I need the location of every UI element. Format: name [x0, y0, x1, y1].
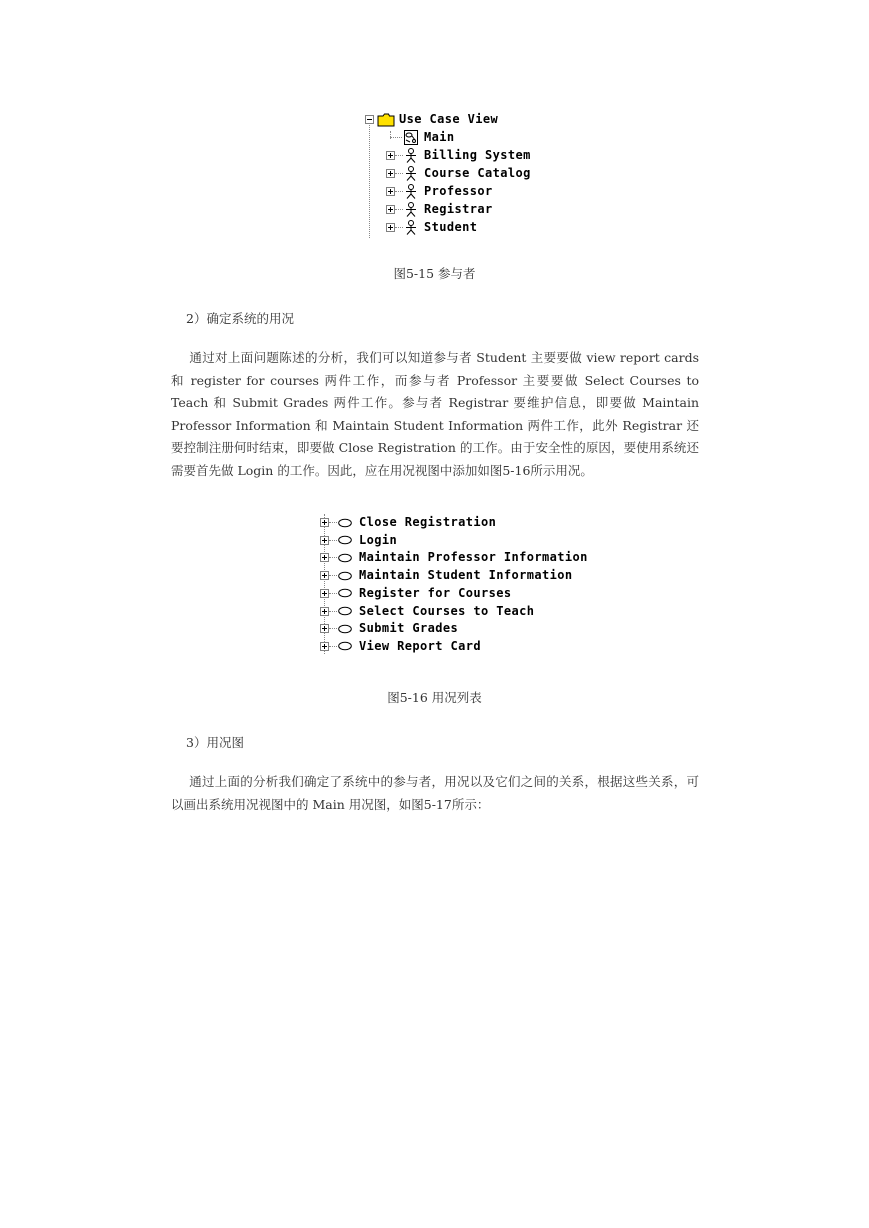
- tree-item-label: Professor: [424, 184, 493, 198]
- figure-caption: 图5-16 用况列表: [387, 690, 482, 705]
- tree-item-label: Close Registration: [359, 515, 497, 529]
- expand-toggle-icon[interactable]: [386, 169, 395, 178]
- tree-guide-line: [369, 125, 370, 238]
- tree-item-actor[interactable]: [386, 183, 493, 200]
- collapse-toggle-icon[interactable]: [365, 115, 374, 124]
- tree-item-label: Maintain Professor Information: [359, 550, 588, 565]
- tree-item-label: Registrar: [424, 202, 493, 216]
- use-case-list-tree: [320, 514, 588, 656]
- use-case-icon: [338, 518, 352, 528]
- tree-connector: [390, 137, 402, 138]
- figure-caption: 图5-15 参与者: [393, 266, 476, 281]
- tree-item-use-case[interactable]: [320, 514, 496, 531]
- section-heading: 2）确定系统的用况: [186, 311, 294, 326]
- tree-item-label: Register for Courses: [359, 585, 512, 600]
- tree-connector: [329, 646, 337, 647]
- tree-item-use-case-view[interactable]: [365, 111, 498, 128]
- expand-toggle-icon[interactable]: [386, 151, 395, 160]
- folder-icon: [377, 113, 395, 127]
- use-case-icon: [338, 624, 352, 634]
- tree-item-label: Student: [424, 220, 478, 234]
- tree-item-label: Login: [359, 532, 398, 547]
- actor-icon: [404, 202, 418, 217]
- tree-connector: [329, 593, 337, 594]
- expand-toggle-icon[interactable]: [320, 589, 329, 598]
- tree-connector: [329, 540, 337, 541]
- tree-item-use-case[interactable]: [320, 532, 397, 549]
- tree-item-label: Select Courses to Teach: [359, 603, 535, 618]
- tree-item-actor[interactable]: [386, 201, 493, 218]
- expand-toggle-icon[interactable]: [320, 536, 329, 545]
- expand-toggle-icon[interactable]: [320, 571, 329, 580]
- tree-item-use-case[interactable]: [320, 638, 481, 655]
- actor-icon: [404, 220, 418, 235]
- body-paragraph: [171, 347, 699, 483]
- tree-connector: [329, 611, 337, 612]
- use-case-icon: [338, 606, 352, 616]
- tree-item-use-case[interactable]: [320, 603, 534, 620]
- tree-connector: [329, 557, 337, 558]
- tree-connector: [395, 173, 403, 174]
- tree-item-label: Maintain Student Information: [359, 568, 573, 583]
- tree-connector: [329, 628, 337, 629]
- tree-item-actor[interactable]: [386, 219, 477, 236]
- tree-item-label: Use Case View: [399, 112, 499, 126]
- tree-connector: [329, 575, 337, 576]
- use-case-icon: [338, 535, 352, 545]
- paragraph-text: 通过对上面问题陈述的分析，我们可以知道参与者 Student 主要要做 view report cards 和 register for courses 两件工作，而参与者 Professor 主要要做 Select Courses to Teach 和 Submit Grades 两件工作。参与者 Registrar 要维护信息，即要做 Maintain Professor Information 和 Maintain Student Information 两件工作，此外 Registrar 还要控制注册何时结束，即要做 Close Registration 的工作。由于安全性的原因，要使用系统还需要首先做 Login 的工作。因此，应在用况视图中添加如图5-16所示用况。: [171, 350, 699, 478]
- tree-connector: [395, 191, 403, 192]
- expand-toggle-icon[interactable]: [386, 205, 395, 214]
- use-case-view-tree: [365, 111, 535, 239]
- use-case-icon: [338, 553, 352, 563]
- expand-toggle-icon[interactable]: [320, 624, 329, 633]
- diagram-icon: [404, 130, 418, 145]
- paragraph-text: 通过上面的分析我们确定了系统中的参与者，用况以及它们之间的关系，根据这些关系，可以画出系统用况视图中的 Main 用况图，如图5-17所示：: [171, 774, 699, 812]
- section-heading: 3）用况图: [186, 735, 244, 750]
- actor-icon: [404, 148, 418, 163]
- use-case-icon: [338, 588, 352, 598]
- tree-connector: [395, 227, 403, 228]
- tree-connector: [395, 155, 403, 156]
- expand-toggle-icon[interactable]: [320, 553, 329, 562]
- tree-item-label: Submit Grades: [359, 621, 459, 636]
- expand-toggle-icon[interactable]: [320, 607, 329, 616]
- tree-item-use-case[interactable]: [320, 620, 458, 637]
- expand-toggle-icon[interactable]: [386, 223, 395, 232]
- actor-icon: [404, 166, 418, 181]
- tree-item-label: Billing System: [424, 148, 531, 162]
- tree-item-label: Main: [424, 130, 455, 144]
- tree-item-main-diagram[interactable]: [390, 129, 455, 146]
- tree-item-actor[interactable]: [386, 165, 531, 182]
- tree-item-label: Course Catalog: [424, 166, 531, 180]
- tree-item-use-case[interactable]: [320, 549, 588, 566]
- use-case-icon: [338, 571, 352, 581]
- expand-toggle-icon[interactable]: [386, 187, 395, 196]
- tree-connector: [329, 522, 337, 523]
- body-paragraph: [171, 771, 699, 816]
- actor-icon: [404, 184, 418, 199]
- tree-connector: [395, 209, 403, 210]
- tree-item-use-case[interactable]: [320, 585, 512, 602]
- tree-item-label: View Report Card: [359, 638, 481, 653]
- tree-item-actor[interactable]: [386, 147, 531, 164]
- expand-toggle-icon[interactable]: [320, 642, 329, 651]
- expand-toggle-icon[interactable]: [320, 518, 329, 527]
- tree-item-use-case[interactable]: [320, 567, 573, 584]
- use-case-icon: [338, 641, 352, 651]
